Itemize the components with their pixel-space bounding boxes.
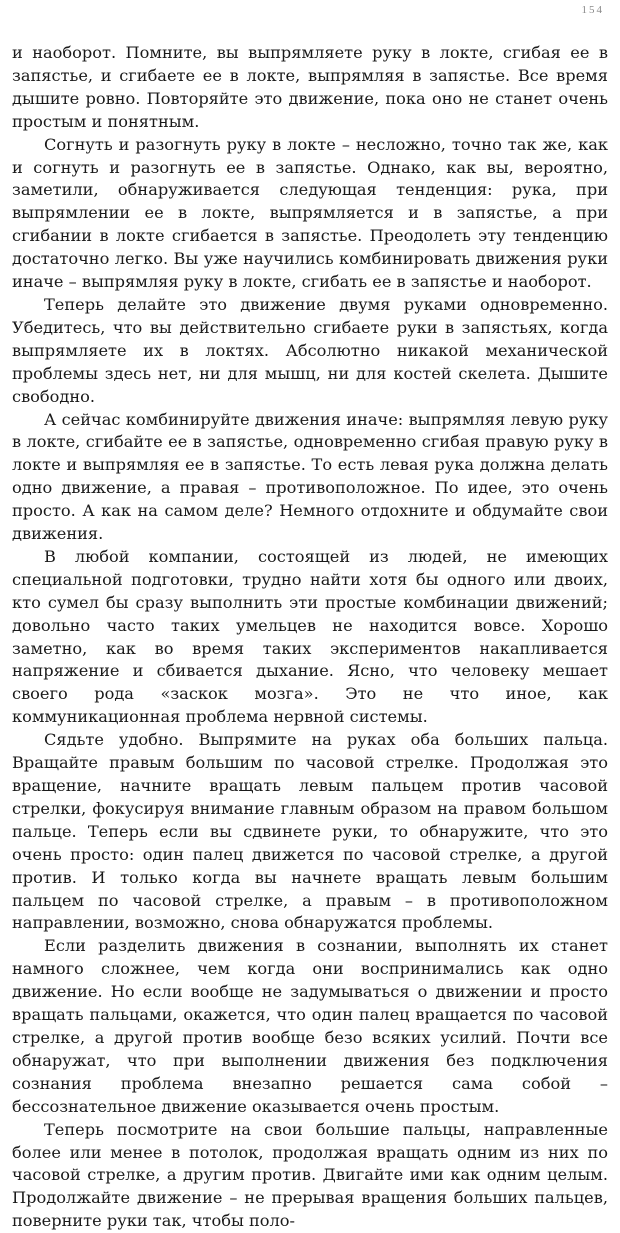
paragraph: А сейчас комбинируйте движения иначе: выпрямляя левую руку в локте, сгибайте ее в запястье, одновременно сгибая правую руку в локте и выпрямляя ее в запястье. То есть левая рука должна делать одно движение, а правая – противоположное. По идее, это очень просто. А как на самом деле? Немного отдохните и обдумайте свои движения. <box>12 409 608 544</box>
paragraph: В любой компании, состоящей из людей, не имеющих специальной подготовки, трудно найти хотя бы одного или двоих, кто сумел бы сразу выполнить эти простые комбинации движений; довольно часто таких умельцев не находится вовсе. Хорошо заметно, как во время таких экспериментов накапливается напряжение и сбивается дыхание. Ясно, что человеку мешает своего рода «заскок мозга». Это не что иное, как коммуникационная проблема нервной системы. <box>12 546 608 727</box>
paragraph: Сядьте удобно. Выпрямите на руках оба больших пальца. Вращайте правым большим по часовой стрелке. Продолжая это вращение, начните вращать левым пальцем против часовой стрелки, фокусируя внимание главным образом на правом большом пальце. Теперь если вы сдвинете руки, то обнаружите, что это очень просто: один палец движется по часовой стрелке, а другой против. И только когда вы начнете вращать левым большим пальцем по часовой стрелке, а правым – в противоположном направлении, возможно, снова обнаружатся проблемы. <box>12 730 608 933</box>
paragraph: Теперь посмотрите на свои большие пальцы, направленные более или менее в потолок, продолжая вращать одним из них по часовой стрелке, а другим против. Двигайте ими как одним целым. Продолжайте движение – не прерывая вращения больших пальцев, поверните руки так, чтобы поло- <box>12 1119 608 1231</box>
page-number: 154 <box>581 4 604 16</box>
paragraph: и наоборот. Помните, вы выпрямляете руку в локте, сгибая ее в запястье, и сгибаете ее в локте, выпрямляя в запястье. Все время дышите ровно. Повторяйте это движение, пока оно не станет очень простым и понятным. <box>12 43 608 131</box>
paragraph: Теперь делайте это движение двумя руками одновременно. Убедитесь, что вы действительно сгибаете руки в запястьях, когда выпрямляете их в локтях. Абсолютно никакой механической проблемы здесь нет, ни для мышц, ни для костей скелета. Дышите свободно. <box>12 294 608 406</box>
paragraph: Если разделить движения в сознании, выполнять их станет намного сложнее, чем когда они воспринимались как одно движение. Но если вообще не задумываться о движении и просто вращать пальцами, окажется, что один палец вращается по часовой стрелке, а другой против вообще безо всяких усилий. Почти все обнаружат, что при выполнении движения без подключения сознания проблема внезапно решается сама собой – бессознательное движение оказывается очень простым. <box>12 936 608 1116</box>
body-text <box>12 42 608 1233</box>
paragraph: Согнуть и разогнуть руку в локте – несложно, точно так же, как и согнуть и разогнуть ее в запястье. Однако, как вы, вероятно, заметили, обнаруживается следующая тенденция: рука, при выпрямлении ее в локте, выпрямляется и в запястье, а при сгибании в локте сгибается в запястье. Преодолеть эту тенденцию достаточно легко. Вы уже научились комбинировать движения руки иначе – выпрямляя руку в локте, сгибать ее в запястье и наоборот. <box>12 134 608 292</box>
